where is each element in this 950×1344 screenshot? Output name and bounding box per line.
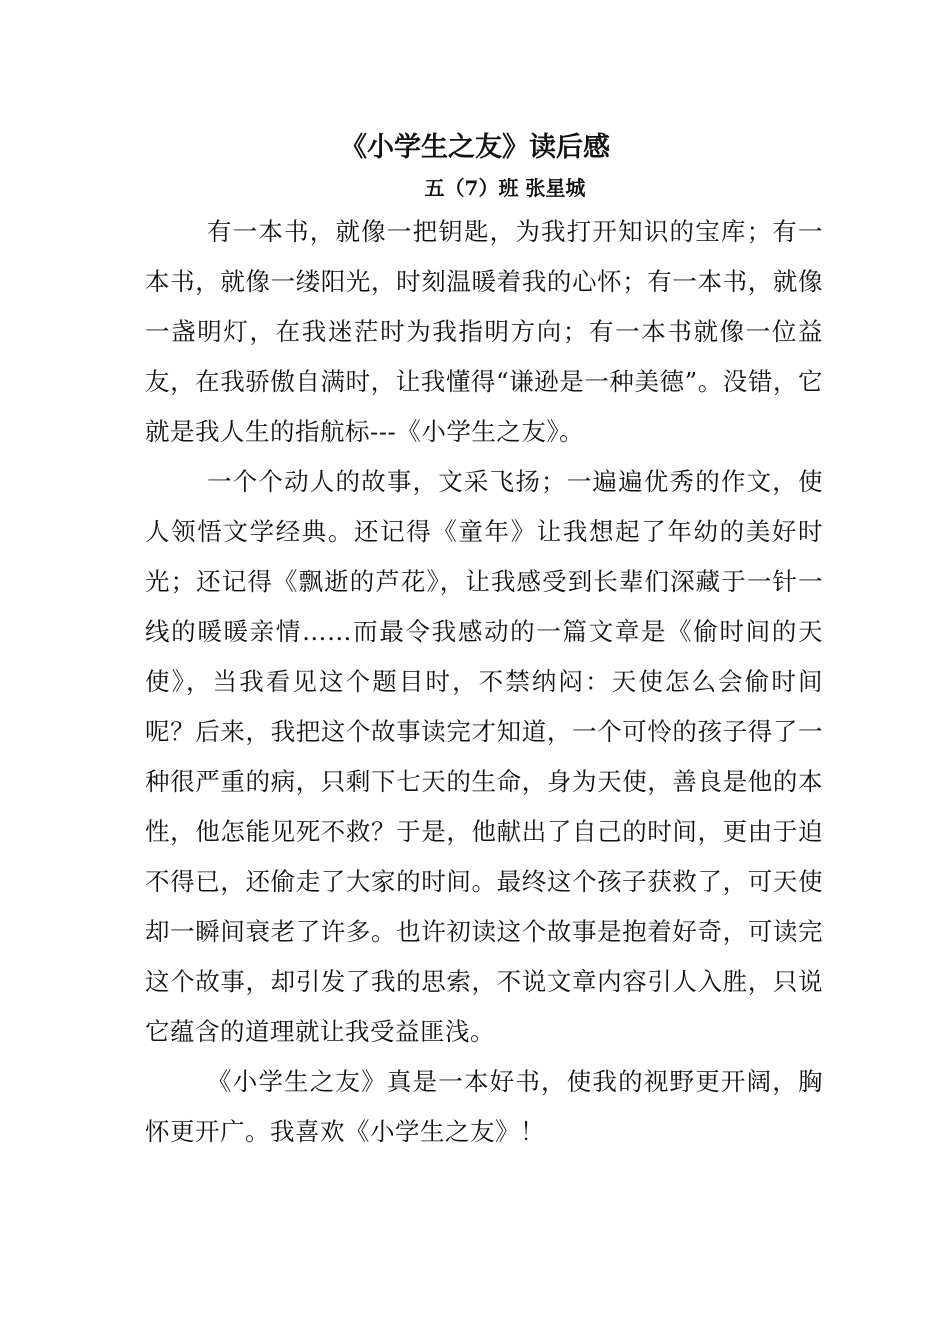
paragraph: 《小学生之友》真是一本好书，使我的视野更开阔，胸怀更开广。我喜欢《小学生之友》！ <box>145 1067 823 1146</box>
paragraph: 有一本书，就像一把钥匙，为我打开知识的宝库；有一本书，就像一缕阳光，时刻温暖着我的心怀；有一本书，就像一盏明灯，在我迷茫时为我指明方向；有一本书就像一位益友，在我骄傲自满时，让我懂得“谦逊是一种美德”。没错，它就是我人生的指航标---《小学生之友》。 <box>145 217 823 446</box>
document-body <box>145 207 823 1157</box>
document-title: 《小学生之友》读后感 <box>340 132 610 163</box>
paragraph: 一个个动人的故事，文采飞扬；一遍遍优秀的作文，使人领悟文学经典。还记得《童年》让我想起了年幼的美好时光；还记得《飘逝的芦花》，让我感受到长辈们深藏于一针一线的暖暖亲情……而最令我感动的一篇文章是《偷时间的天使》，当我看见这个题目时，不禁纳闷：天使怎么会偷时间呢？后来，我把这个故事读完才知道，一个可怜的孩子得了一种很严重的病，只剩下七天的生命，身为天使，善良是他的本性，他怎能见死不救？于是，他献出了自己的时间，更由于迫不得已，还偷走了大家的时间。最终这个孩子获救了，可天使却一瞬间衰老了许多。也许初读这个故事是抱着好奇，可读完这个故事，却引发了我的思索，不说文章内容引人入胜，只说它蕴含的道理就让我受益匪浅。 <box>145 467 823 1046</box>
author-byline: 五（7）班 张星城 <box>424 176 586 200</box>
